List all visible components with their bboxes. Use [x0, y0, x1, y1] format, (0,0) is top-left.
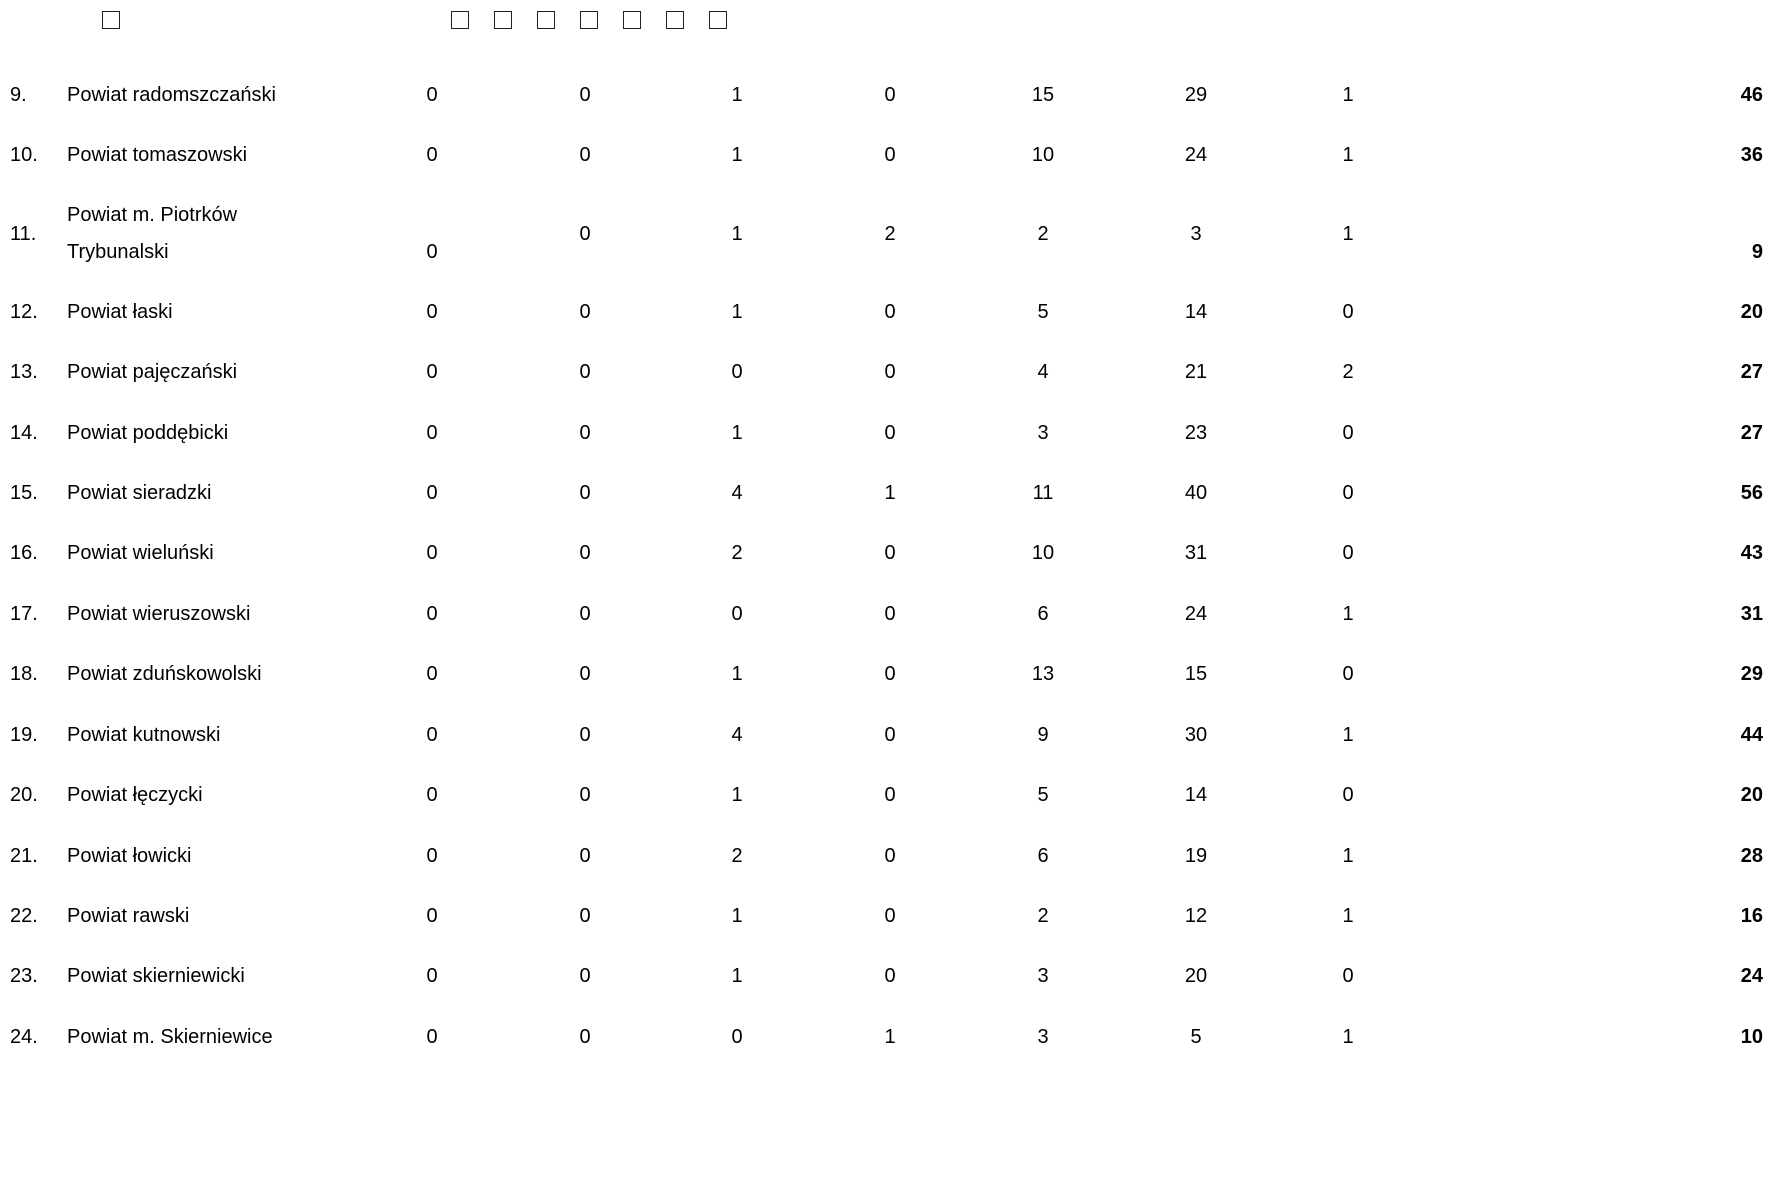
row-value: 0	[426, 482, 438, 504]
table-row	[0, 961, 1767, 991]
table-row	[0, 140, 1767, 170]
row-value: 0	[579, 542, 591, 564]
row-number: 11.	[10, 223, 37, 245]
row-value: 23	[1184, 422, 1208, 444]
row-value: 4	[731, 482, 743, 504]
row-number: 18.	[10, 663, 38, 685]
row-total: 24	[1740, 965, 1763, 987]
row-value: 13	[1031, 663, 1055, 685]
row-number: 23.	[10, 965, 38, 987]
row-name: Powiat rawski	[67, 905, 190, 927]
row-value: 3	[1037, 1026, 1049, 1048]
row-value: 0	[1342, 965, 1354, 987]
row-name: Powiat wieruszowski	[67, 603, 251, 625]
row-value: 2	[1037, 223, 1049, 245]
row-value: 11	[1032, 482, 1054, 504]
row-value: 5	[1037, 784, 1049, 806]
row-value: 19	[1184, 845, 1208, 867]
row-value: 4	[1037, 361, 1049, 383]
row-name: Powiat kutnowski	[67, 724, 221, 746]
row-value: 0	[426, 144, 438, 166]
row-value: 0	[426, 422, 438, 444]
row-value: 0	[884, 965, 896, 987]
row-value: 2	[1342, 361, 1354, 383]
row-value: 0	[1342, 784, 1354, 806]
row-total: 31	[1740, 603, 1763, 625]
row-total: 20	[1740, 301, 1763, 323]
row-value: 1	[731, 84, 743, 106]
table-row	[0, 599, 1767, 629]
row-name-line1: Powiat m. Piotrków	[67, 204, 238, 226]
row-value: 0	[579, 422, 591, 444]
row-number: 15.	[10, 482, 38, 504]
row-value: 0	[884, 784, 896, 806]
row-value: 21	[1184, 361, 1208, 383]
row-value: 1	[884, 482, 896, 504]
row-value: 15	[1031, 84, 1055, 106]
row-number: 17.	[10, 603, 38, 625]
placeholder-square-icon	[494, 11, 512, 29]
row-total: 10	[1740, 1026, 1763, 1048]
table-row	[0, 478, 1767, 508]
row-value: 14	[1184, 301, 1208, 323]
row-value: 9	[1037, 724, 1049, 746]
row-value: 0	[579, 144, 591, 166]
row-value: 6	[1037, 603, 1049, 625]
row-value: 0	[426, 241, 438, 263]
row-value: 24	[1184, 144, 1208, 166]
row-value: 0	[579, 223, 591, 245]
row-total: 56	[1740, 482, 1763, 504]
row-value: 10	[1031, 542, 1055, 564]
row-name: Powiat skierniewicki	[67, 965, 245, 987]
row-total: 9	[1751, 241, 1763, 263]
row-number: 14.	[10, 422, 38, 444]
row-value: 0	[731, 603, 743, 625]
row-value: 0	[884, 663, 896, 685]
table-row	[0, 659, 1767, 689]
row-value: 0	[1342, 663, 1354, 685]
row-value: 0	[579, 784, 591, 806]
row-value: 0	[426, 905, 438, 927]
row-number: 16.	[10, 542, 38, 564]
row-value: 0	[579, 1026, 591, 1048]
table-row	[0, 200, 1767, 270]
row-value: 0	[426, 301, 438, 323]
row-total: 46	[1740, 84, 1763, 106]
row-value: 0	[1342, 422, 1354, 444]
row-value: 2	[884, 223, 896, 245]
row-value: 0	[426, 1026, 438, 1048]
row-number: 19.	[10, 724, 38, 746]
row-value: 3	[1037, 965, 1049, 987]
row-value: 0	[579, 724, 591, 746]
row-value: 0	[426, 542, 438, 564]
row-value: 2	[731, 845, 743, 867]
row-value: 0	[579, 482, 591, 504]
row-value: 0	[579, 301, 591, 323]
placeholder-square-icon	[580, 11, 598, 29]
placeholder-square-icon	[623, 11, 641, 29]
row-total: 36	[1740, 144, 1763, 166]
row-value: 40	[1184, 482, 1208, 504]
row-value: 1	[731, 663, 743, 685]
row-value: 0	[884, 845, 896, 867]
row-value: 24	[1184, 603, 1208, 625]
table-row	[0, 418, 1767, 448]
row-value: 0	[426, 784, 438, 806]
row-value: 1	[884, 1026, 896, 1048]
row-value: 1	[731, 144, 743, 166]
row-name: Powiat wieluński	[67, 542, 214, 564]
row-value: 15	[1184, 663, 1208, 685]
row-value: 1	[1342, 845, 1354, 867]
table-row	[0, 780, 1767, 810]
table-row	[0, 841, 1767, 871]
table-row	[0, 357, 1767, 387]
row-name: Powiat pajęczański	[67, 361, 238, 383]
row-value: 4	[731, 724, 743, 746]
table-row	[0, 901, 1767, 931]
row-number: 22.	[10, 905, 38, 927]
row-value: 0	[579, 965, 591, 987]
row-value: 0	[884, 542, 896, 564]
row-value: 0	[884, 422, 896, 444]
row-name: Powiat radomszczański	[67, 84, 276, 106]
row-number: 12.	[10, 301, 38, 323]
row-value: 3	[1190, 223, 1202, 245]
row-value: 1	[1342, 84, 1354, 106]
row-number: 9.	[10, 84, 27, 106]
row-value: 1	[1342, 1026, 1354, 1048]
row-value: 1	[1342, 905, 1354, 927]
row-value: 6	[1037, 845, 1049, 867]
row-value: 1	[1342, 603, 1354, 625]
row-value: 0	[884, 301, 896, 323]
row-total: 44	[1740, 724, 1763, 746]
placeholder-square-icon	[666, 11, 684, 29]
row-value: 14	[1184, 784, 1208, 806]
row-value: 0	[426, 965, 438, 987]
row-value: 0	[426, 603, 438, 625]
row-value: 0	[1342, 542, 1354, 564]
table-row	[0, 538, 1767, 568]
row-value: 1	[731, 301, 743, 323]
table-row	[0, 80, 1767, 110]
row-value: 1	[1342, 144, 1354, 166]
row-value: 1	[1342, 223, 1354, 245]
row-value: 1	[731, 223, 743, 245]
table-row	[0, 1022, 1767, 1052]
row-value: 5	[1190, 1026, 1202, 1048]
row-number: 13.	[10, 361, 38, 383]
row-number: 10.	[10, 144, 38, 166]
table-row	[0, 297, 1767, 327]
row-value: 0	[731, 1026, 743, 1048]
row-value: 0	[426, 724, 438, 746]
placeholder-square-icon	[709, 11, 727, 29]
row-value: 0	[884, 905, 896, 927]
row-value: 0	[426, 845, 438, 867]
row-value: 29	[1184, 84, 1208, 106]
table-row	[0, 720, 1767, 750]
row-value: 1	[1342, 724, 1354, 746]
row-name: Powiat m. Skierniewice	[67, 1026, 273, 1048]
row-number: 20.	[10, 784, 38, 806]
row-value: 0	[731, 361, 743, 383]
row-name: Powiat łaski	[67, 301, 173, 323]
row-value: 0	[1342, 482, 1354, 504]
row-value: 0	[884, 603, 896, 625]
row-total: 28	[1740, 845, 1763, 867]
placeholder-square-icon	[102, 11, 120, 29]
row-name: Powiat zduńskowolski	[67, 663, 262, 685]
row-value: 2	[731, 542, 743, 564]
row-number: 21.	[10, 845, 38, 867]
row-name: Powiat sieradzki	[67, 482, 212, 504]
row-value: 0	[579, 361, 591, 383]
row-value: 0	[426, 361, 438, 383]
row-value: 0	[579, 603, 591, 625]
row-value: 0	[1342, 301, 1354, 323]
row-name: Powiat tomaszowski	[67, 144, 248, 166]
row-value: 1	[731, 784, 743, 806]
row-total: 43	[1740, 542, 1763, 564]
row-value: 0	[426, 663, 438, 685]
row-value: 0	[579, 663, 591, 685]
row-value: 0	[426, 84, 438, 106]
row-value: 12	[1184, 905, 1208, 927]
row-value: 2	[1037, 905, 1049, 927]
row-total: 27	[1740, 361, 1763, 383]
row-total: 20	[1740, 784, 1763, 806]
row-value: 1	[731, 905, 743, 927]
row-value: 1	[731, 422, 743, 444]
row-value: 30	[1184, 724, 1208, 746]
row-name: Powiat poddębicki	[67, 422, 229, 444]
row-value: 10	[1031, 144, 1055, 166]
row-name-line2: Trybunalski	[67, 241, 169, 263]
row-value: 0	[579, 84, 591, 106]
row-value: 0	[884, 361, 896, 383]
placeholder-square-icon	[451, 11, 469, 29]
row-value: 0	[579, 845, 591, 867]
row-name: Powiat łęczycki	[67, 784, 203, 806]
row-value: 1	[731, 965, 743, 987]
row-total: 29	[1740, 663, 1763, 685]
row-total: 16	[1740, 905, 1763, 927]
row-value: 3	[1037, 422, 1049, 444]
row-name: Powiat łowicki	[67, 845, 192, 867]
row-value: 0	[579, 905, 591, 927]
row-value: 20	[1184, 965, 1208, 987]
row-total: 27	[1740, 422, 1763, 444]
row-value: 0	[884, 144, 896, 166]
placeholder-square-icon	[537, 11, 555, 29]
row-value: 31	[1184, 542, 1208, 564]
row-value: 5	[1037, 301, 1049, 323]
row-value: 0	[884, 84, 896, 106]
row-number: 24.	[10, 1026, 38, 1048]
row-value: 0	[884, 724, 896, 746]
